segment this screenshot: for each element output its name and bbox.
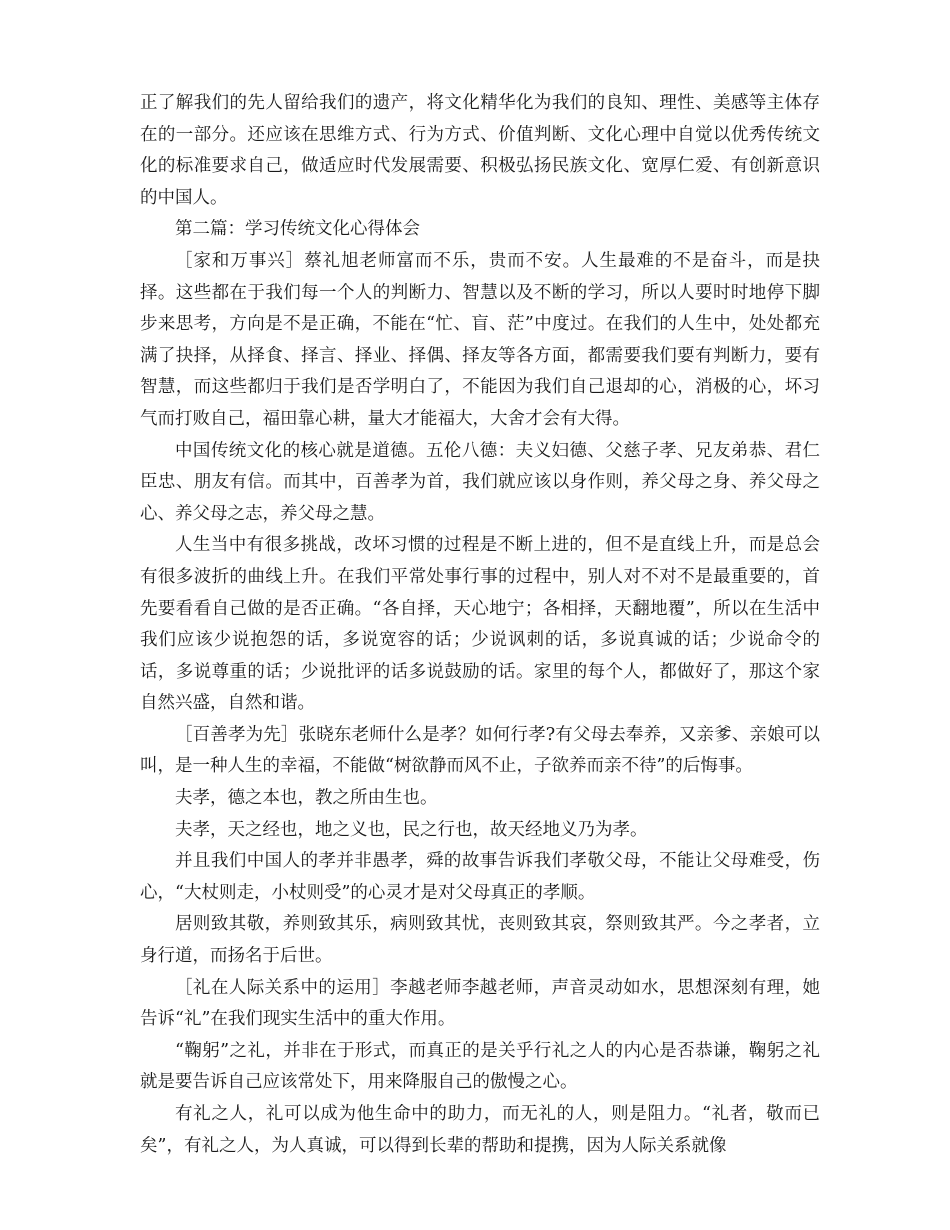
paragraph-courteous-person: 有礼之人，礼可以成为他生命中的助力，而无礼的人，则是阻力。“礼者，敬而已矣”，有礼之人，为人真诚，可以得到长辈的帮助和提携，因为人际关系就像 (140, 1104, 820, 1156)
paragraph-core-morality: 中国传统文化的核心就是道德。五伦八德：夫义妇德、父慈子孝、兄友弟恭、君仁臣忠、朋友有信。而其中，百善孝为首，我们就应该以身作则，养父母之身、养父母之心、养父母之志，养父母之慧。 (140, 440, 820, 524)
section-heading: 第二篇：学习传统文化心得体会 (175, 219, 420, 240)
paragraph-etiquette: ［礼在人际关系中的运用］李越老师李越老师，声音灵动如水，思想深刻有理，她告诉“礼”在我们现实生活中的重大作用。 (140, 977, 820, 1030)
paragraph-filial-conduct: 居则致其敬，养则致其乐，病则致其忧，丧则致其哀，祭则致其严。今之孝者，立身行道，而扬名于后世。 (140, 914, 820, 967)
paragraph-filial-piety: ［百善孝为先］张晓东老师什么是孝？如何行孝?有父母去奉养，又亲爹、亲娘可以叫，是一种人生的幸福，不能做“树欲静而风不止，子欲养而亲不待”的后悔事。 (140, 724, 820, 777)
paragraph-family-harmony: ［家和万事兴］蔡礼旭老师富而不乐，贵而不安。人生最难的不是奋斗，而是抉择。这些都在于我们每一个人的判断力、智慧以及不断的学习，所以人要时时地停下脚步来思考，方向是不是正确，不能在“忙、盲、茫”中度过。在我们的人生中，处处都充满了抉择，从择食、择言、择业、择偶、择友等各方面，都需要我们要有判断力，要有智慧，而这些都归于我们是否学明白了，不能因为我们自己退却的心，消极的心，坏习气而打败自己，福田靠心耕，量大才能福大，大舍才会有大得。 (140, 250, 820, 429)
paragraph-bowing: “鞠躬”之礼，并非在于形式，而真正的是关乎行礼之人的内心是否恭谦，鞠躬之礼就是要告诉自己应该常处下，用来降服自己的傲慢之心。 (140, 1040, 820, 1093)
paragraph-life-challenges: 人生当中有很多挑战，改坏习惯的过程是不断上进的，但不是直线上升，而是总会有很多波折的曲线上升。在我们平常处事行事的过程中，别人对不对不是最重要的，首先要看看自己做的是否正确。“各自择，天心地宁；各相择，天翻地覆”，所以在生活中我们应该少说抱怨的话，多说宽容的话；少说讽刺的话，多说真诚的话；少说命令的话，多说尊重的话；少说批评的话多说鼓励的话。家里的每个人，都做好了，那这个家自然兴盛，自然和谐。 (140, 535, 820, 714)
document-page (140, 88, 820, 1162)
paragraph-quote-1: 夫孝，德之本也，教之所由生也。 (175, 788, 438, 809)
paragraph-continuation: 正了解我们的先人留给我们的遗产，将文化精华化为我们的良知、理性、美感等主体存在的一部分。还应该在思维方式、行为方式、价值判断、文化心理中自觉以优秀传统文化的标准要求自己，做适应时代发展需要、积极弘扬民族文化、宽厚仁爱、有创新意识的中国人。 (140, 93, 820, 208)
paragraph-quote-2: 夫孝，天之经也，地之义也，民之行也，故天经地义乃为孝。 (175, 819, 648, 840)
paragraph-true-filial: 并且我们中国人的孝并非愚孝，舜的故事告诉我们孝敬父母，不能让父母难受，伤心，“大杖则走，小杖则受”的心灵才是对父母真正的孝顺。 (140, 851, 820, 903)
